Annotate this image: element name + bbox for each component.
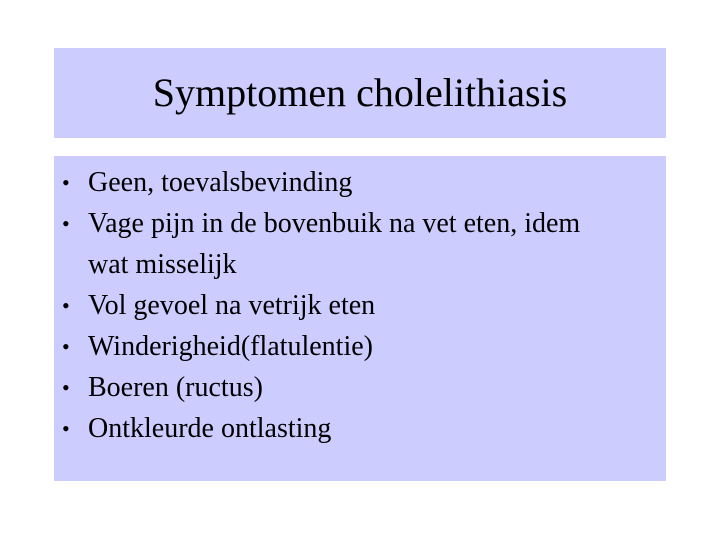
list-item-text: Boeren (ructus) xyxy=(88,372,263,403)
list-item-continuation: wat misselijk xyxy=(88,249,237,280)
list-item xyxy=(54,209,666,280)
content-box xyxy=(54,156,666,481)
list-item-text: Geen, toevalsbevinding xyxy=(88,167,353,198)
bullet-icon: • xyxy=(62,334,70,359)
list-item-text: Vol gevoel na vetrijk eten xyxy=(88,290,376,321)
list-item xyxy=(54,373,666,403)
list-item xyxy=(54,168,666,198)
list-item xyxy=(54,332,666,362)
bullet-list xyxy=(54,168,666,444)
list-item xyxy=(54,414,666,444)
title-box xyxy=(54,48,666,138)
bullet-icon: • xyxy=(62,211,70,236)
list-item xyxy=(54,291,666,321)
list-item-text: Ontkleurde ontlasting xyxy=(88,413,332,444)
slide-title: Symptomen cholelithiasis xyxy=(152,70,568,115)
bullet-icon: • xyxy=(62,293,70,318)
bullet-icon: • xyxy=(62,170,70,195)
list-item-text: Vage pijn in de bovenbuik na vet eten, idem xyxy=(88,208,581,239)
bullet-icon: • xyxy=(62,416,70,441)
list-item-text: Winderigheid(flatulentie) xyxy=(88,331,373,362)
bullet-icon: • xyxy=(62,375,70,400)
